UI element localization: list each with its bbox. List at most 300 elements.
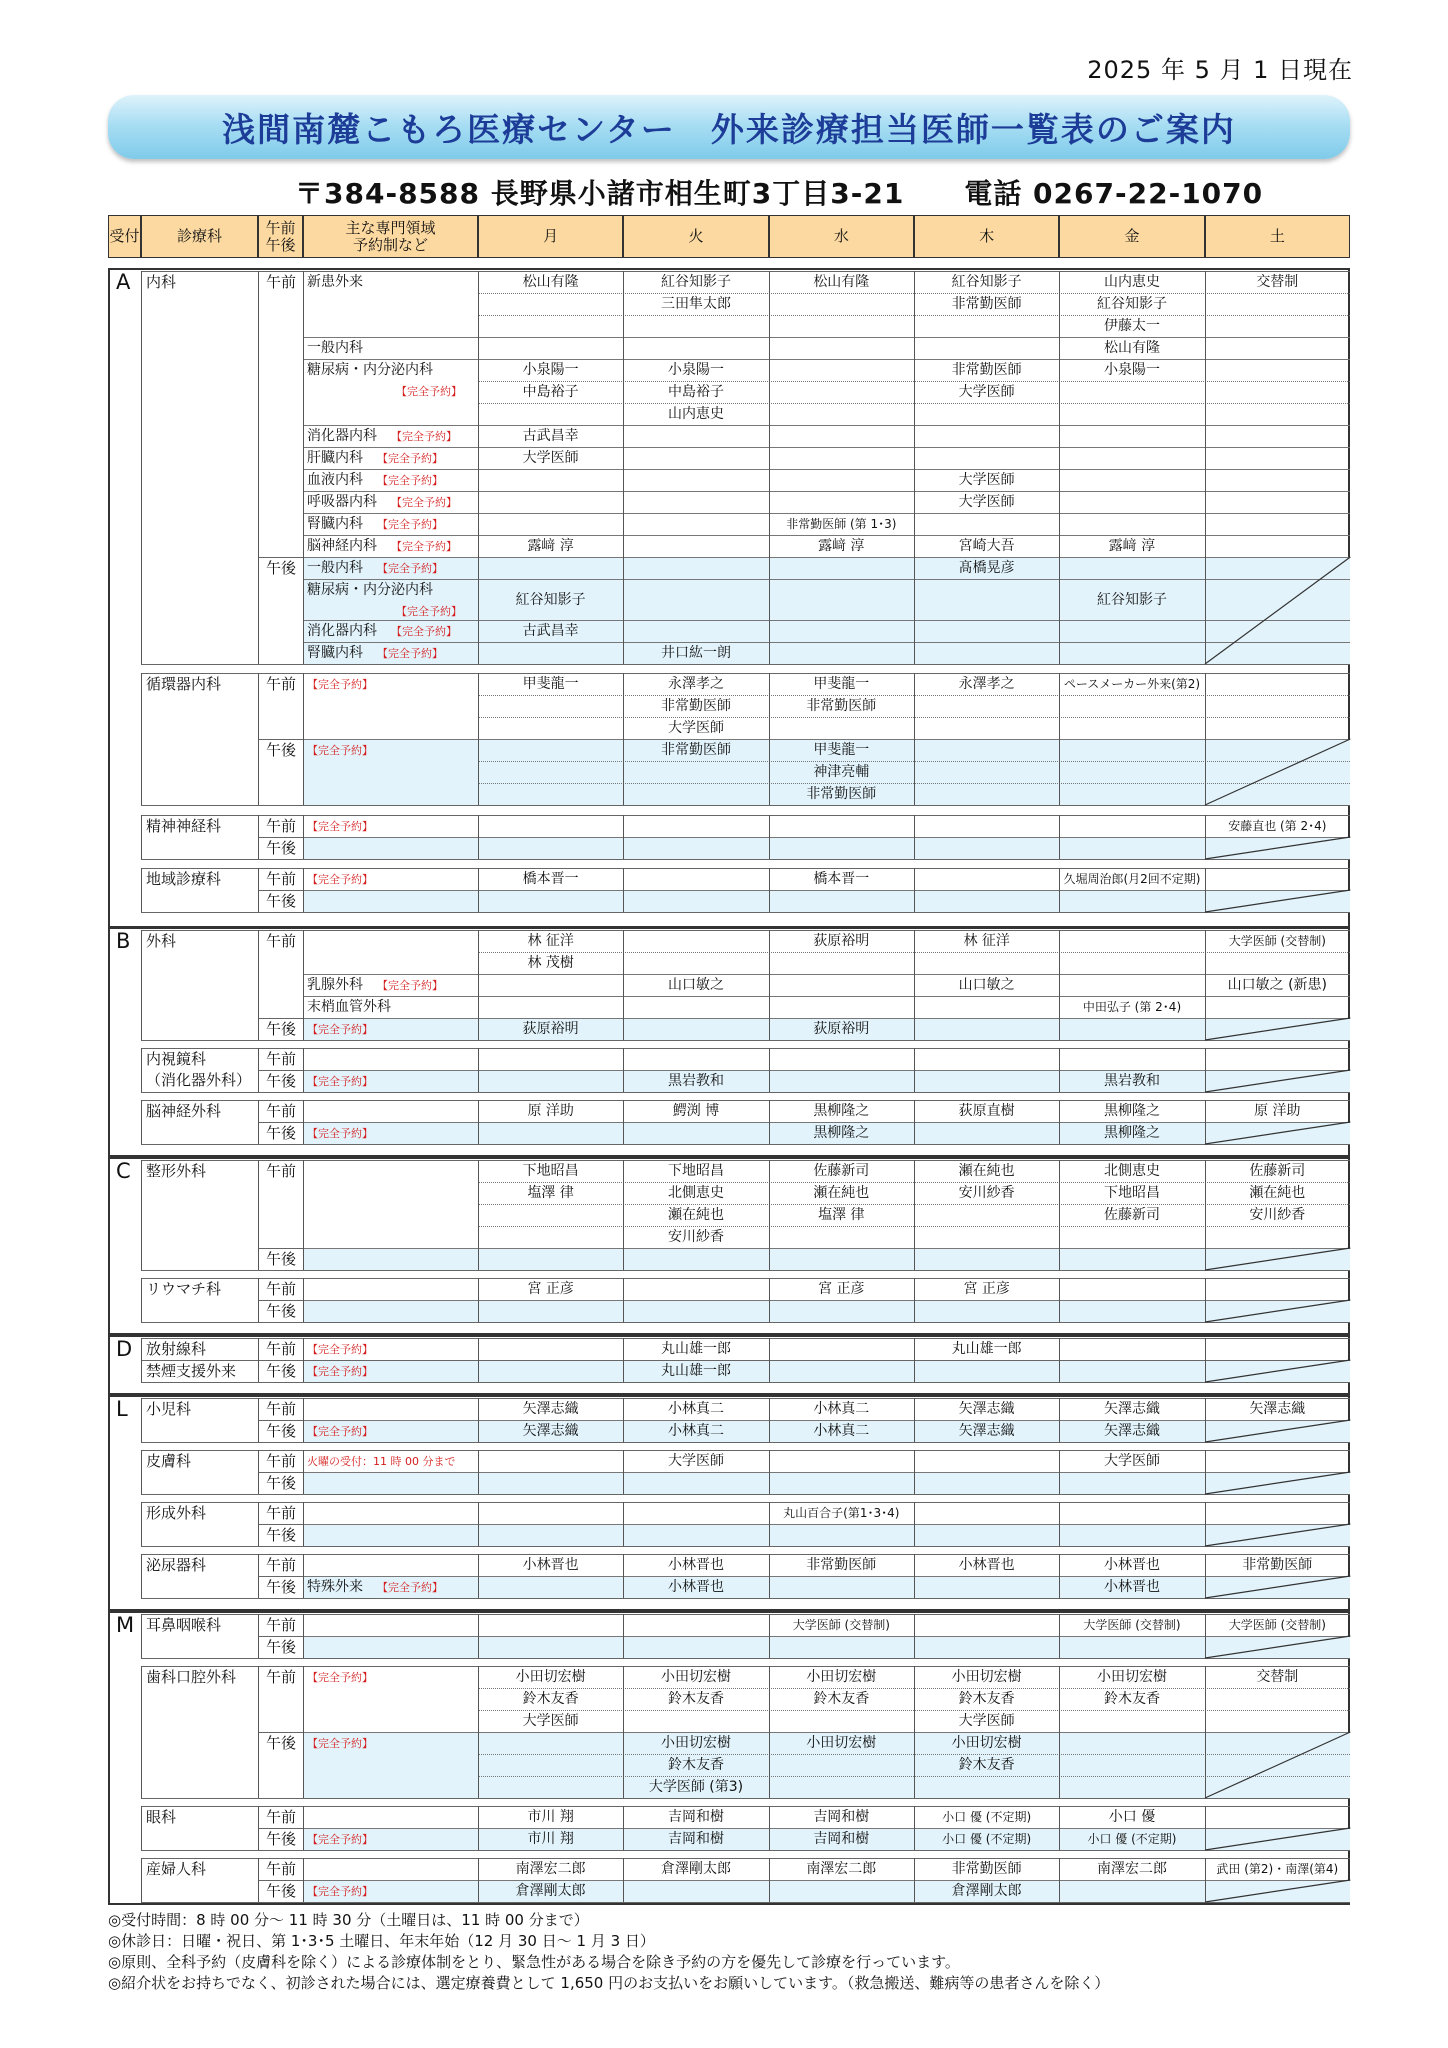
specialty-cell (303, 491, 478, 513)
doctor-cell: 紅谷知影子 (1096, 296, 1167, 312)
doctor-cell: 丸山百合子(第1･3･4) (783, 1506, 900, 1520)
afternoon-band (303, 1776, 1350, 1798)
doctor-cell: 大学医師 (667, 1453, 724, 1469)
reservation-tag: 【完全予約】 (377, 562, 443, 575)
column-line (623, 1554, 624, 1598)
doctor-cell: 塩澤 律 (527, 1185, 574, 1201)
reservation-tag: 【完全予約】 (307, 1023, 373, 1036)
department-name: 脳神経外科 (146, 1102, 222, 1120)
reservation-tag: 【完全予約】 (391, 496, 457, 509)
specialty-name: 糖尿病・内分泌内科 (307, 582, 433, 598)
column-line (914, 1048, 915, 1092)
department-name: 内視鏡科 （消化器外科） (146, 1050, 252, 1089)
doctor-cell: 非常勤医師 (951, 296, 1022, 312)
specialty-cell (303, 1070, 478, 1092)
column-line (478, 1858, 479, 1902)
column-line (623, 271, 624, 664)
doctor-cell: 橋本晋一 (522, 871, 579, 887)
column-line (769, 1858, 770, 1902)
department-divider (141, 1614, 1350, 1615)
doctor-cell: 紅谷知影子 (515, 591, 586, 608)
period-label: 午後 (266, 1422, 297, 1440)
department-divider (141, 1658, 1350, 1659)
closed-slash (1205, 1636, 1350, 1658)
column-line (303, 1398, 304, 1442)
column-line (258, 1666, 259, 1798)
specialty-cell (303, 513, 478, 535)
note-line: ◎休診日：日曜・祝日、第 1･3･5 土曜日、年末年始（12 月 30 日～ 1 月 3 日） (108, 1932, 655, 1950)
column-line (1059, 1160, 1060, 1270)
reservation-tag: 【完全予約】 (377, 1581, 443, 1594)
doctor-cell: 大学医師 (522, 1713, 579, 1729)
doctor-cell: 佐藤新司 (1103, 1207, 1160, 1223)
column-line (623, 1614, 624, 1658)
period-label: 午後 (266, 1526, 297, 1544)
department-name: 循環器内科 (146, 675, 222, 693)
doctor-cell: 林 征洋 (527, 933, 574, 949)
doctor-cell: 北側恵史 (1103, 1163, 1160, 1179)
doctor-cell: 南澤宏二郎 (515, 1861, 586, 1877)
doctor-cell: 大学医師 (958, 1713, 1015, 1729)
closed-slash (1205, 1018, 1350, 1040)
column-line (623, 1100, 624, 1144)
row-divider (303, 1248, 1350, 1249)
doctor-cell: 古武昌幸 (522, 623, 579, 639)
column-line (1059, 1100, 1060, 1144)
doctor-cell: 非常勤医師 (951, 362, 1022, 378)
period-label: 午前 (266, 1280, 297, 1298)
doctor-cell: 橋本晋一 (813, 871, 870, 887)
reservation-tag: 【完全予約】 (307, 1425, 373, 1438)
doctor-cell: 安川紗香 (667, 1229, 724, 1245)
column-line (141, 1806, 142, 1850)
doctor-cell: 武田 (第2)・南澤(第4) (1216, 1862, 1339, 1876)
specialty-cell (303, 425, 478, 447)
department-divider (141, 664, 1350, 665)
section-letter: D (116, 1337, 133, 1361)
column-line (478, 1360, 479, 1382)
column-line (303, 1278, 304, 1322)
column-line (769, 1450, 770, 1494)
column-line (914, 1100, 915, 1144)
doctor-cell: 小田切宏樹 (660, 1669, 731, 1685)
column-line (623, 1278, 624, 1322)
specialty-name: 新患外来 (307, 274, 363, 290)
doctor-cell: 山内恵史 (1103, 274, 1160, 290)
period-label: 午前 (266, 1340, 297, 1358)
column-line (623, 1450, 624, 1494)
column-line (769, 673, 770, 805)
specialty-cell (303, 337, 478, 359)
doctor-cell: 下地昭昌 (522, 1163, 579, 1179)
doctor-cell: 大学医師 (958, 384, 1015, 400)
department-divider (141, 1902, 1350, 1903)
period-label: 午後 (266, 1124, 297, 1142)
column-line (303, 868, 304, 912)
doctor-cell: 非常勤医師 (第 1･3) (786, 517, 897, 531)
reservation-tag: 【完全予約】 (377, 979, 443, 992)
specialty-cell (303, 1018, 478, 1040)
column-line (1059, 1450, 1060, 1494)
period-label: 午前 (266, 1616, 297, 1634)
department-divider (141, 1360, 1350, 1361)
reservation-tag: 【完全予約】 (307, 678, 373, 691)
column-line (478, 271, 479, 664)
doctor-cell: 吉岡和樹 (813, 1809, 870, 1825)
specialty-name: 血液内科 (307, 472, 363, 488)
department-divider (141, 815, 1350, 816)
department-name: 地域診療科 (146, 870, 222, 888)
column-line (623, 673, 624, 805)
specialty-name: 腎臓内科 (307, 645, 363, 661)
column-line (258, 1502, 259, 1546)
column-line (141, 1666, 142, 1798)
doctor-cell: 大学医師 (522, 450, 579, 466)
afternoon-band (303, 1300, 1350, 1322)
period-label: 午後 (266, 1578, 297, 1596)
doctor-cell: 小泉陽一 (667, 362, 724, 378)
period-label: 午前 (266, 1050, 297, 1068)
section-letter: M (116, 1613, 135, 1637)
period-label: 午後 (266, 1474, 297, 1492)
doctor-cell: 下地昭昌 (667, 1163, 724, 1179)
specialty-cell (303, 447, 478, 469)
doctor-cell: 市川 翔 (527, 1809, 574, 1825)
column-line (914, 673, 915, 805)
column-line (769, 1048, 770, 1092)
address: 〒384-8588 長野県小諸市相生町3丁目3-21 (295, 177, 905, 210)
column-line (141, 1858, 142, 1902)
column-line (914, 1858, 915, 1902)
column-line (914, 271, 915, 664)
column-line (1059, 1048, 1060, 1092)
doctor-cell: 倉澤剛太郎 (660, 1861, 731, 1877)
column-line (303, 1338, 304, 1360)
column-line (623, 1048, 624, 1092)
department-name: 内科 (146, 273, 177, 291)
column-line (258, 1338, 259, 1360)
doctor-cell: 大学医師 (交替制) (1228, 934, 1326, 948)
specialty-cell (303, 1450, 478, 1472)
doctor-cell: 矢澤志織 (1103, 1423, 1160, 1439)
column-line (914, 1360, 915, 1382)
column-line (623, 1360, 624, 1382)
doctor-cell: 鈴木友香 (813, 1691, 870, 1707)
specialty-name: 腎臓内科 (307, 516, 363, 532)
doctor-cell: 非常勤医師 (660, 742, 731, 758)
period-label: 午前 (266, 675, 297, 693)
department-divider (141, 1858, 1350, 1859)
column-line (478, 1160, 479, 1270)
period-label: 午前 (266, 1808, 297, 1826)
closed-slash (1205, 1880, 1350, 1902)
reservation-tag: 【完全予約】 (396, 605, 462, 618)
section-letter: A (116, 270, 131, 294)
doctor-cell: 非常勤医師 (806, 698, 877, 714)
closed-slash (1205, 739, 1350, 805)
column-line (258, 1160, 259, 1270)
column-line (478, 868, 479, 912)
doctor-cell: 宮 正彦 (963, 1281, 1010, 1297)
column-line (769, 815, 770, 859)
period-label: 午後 (266, 1302, 297, 1320)
doctor-cell: 小口 優 (1108, 1809, 1156, 1825)
department-divider (141, 1100, 1350, 1101)
doctor-cell: 甲斐龍一 (522, 676, 579, 692)
column-line (769, 271, 770, 664)
column-line (1059, 868, 1060, 912)
doctor-cell: 林 征洋 (963, 933, 1010, 949)
department-name: 形成外科 (146, 1504, 207, 1522)
doctor-cell: 露﨑 淳 (527, 538, 574, 554)
department-divider (141, 1502, 1350, 1503)
doctor-cell: 紅谷知影子 (1096, 591, 1167, 608)
column-line (769, 868, 770, 912)
column-line (769, 1100, 770, 1144)
column-line (914, 868, 915, 912)
specialty-cell (303, 1360, 478, 1382)
afternoon-band (303, 890, 1350, 912)
column-line (623, 815, 624, 859)
column-line (478, 1806, 479, 1850)
column-line (478, 1338, 479, 1360)
doctor-cell: 鈴木友香 (667, 1691, 724, 1707)
doctor-cell: 露﨑 淳 (818, 538, 865, 554)
reservation-tag: 【完全予約】 (307, 744, 373, 757)
department-name: リウマチ科 (146, 1280, 222, 1298)
doctor-cell: 甲斐龍一 (813, 676, 870, 692)
column-line (623, 868, 624, 912)
doctor-cell: 永澤孝之 (667, 676, 724, 692)
department-divider (141, 859, 1350, 860)
column-line (478, 1450, 479, 1494)
closed-slash (1205, 1360, 1350, 1382)
doctor-cell: 非常勤医師 (1242, 1557, 1313, 1573)
doctor-cell: 矢澤志織 (522, 1423, 579, 1439)
doctor-cell: 下地昭昌 (1103, 1185, 1160, 1201)
period-label: 午前 (266, 1452, 297, 1470)
department-divider (141, 1144, 1350, 1145)
department-divider (141, 1048, 1350, 1049)
reservation-tag: 【完全予約】 (377, 452, 443, 465)
department-divider (141, 1040, 1350, 1041)
doctor-cell: 黒柳隆之 (1103, 1125, 1160, 1141)
period-label: 午後 (266, 559, 297, 577)
column-line (141, 1100, 142, 1144)
doctor-cell: 非常勤医師 (660, 698, 731, 714)
column-line (769, 1278, 770, 1322)
doctor-cell: 山内恵史 (667, 406, 724, 422)
doctor-cell: 小林真二 (667, 1401, 724, 1417)
row-divider (303, 1636, 1350, 1637)
note-line: ◎受付時間：8 時 00 分～ 11 時 30 分（土曜日は、11 時 00 分まで） (108, 1911, 589, 1929)
doctor-cell: 井口紘一朗 (660, 645, 731, 661)
doctor-cell: 荻原裕明 (813, 933, 870, 949)
reservation-tag: 【完全予約】 (307, 1127, 373, 1140)
specialty-name: 糖尿病・内分泌内科 (307, 362, 433, 378)
column-line (303, 1048, 304, 1092)
column-line (141, 1278, 142, 1322)
department-divider (141, 1450, 1350, 1451)
doctor-cell: 小林晋也 (667, 1557, 724, 1573)
doctor-cell: 松山有隆 (522, 274, 579, 290)
note-line: ◎紹介状をお持ちでなく、初診された場合には、選定療養費として 1,650 円のお支払いをお願いしています。（救急搬送、難病等の患者さんを除く） (108, 1974, 1110, 1992)
specialty-cell (303, 1732, 478, 1754)
period-label: 午前 (266, 817, 297, 835)
closed-slash (1205, 1070, 1350, 1092)
column-line (1059, 1806, 1060, 1850)
doctor-cell: 荻原裕明 (522, 1021, 579, 1037)
department-divider (141, 868, 1350, 869)
column-line (478, 930, 479, 1040)
doctor-cell: 矢澤志織 (958, 1423, 1015, 1439)
department-name: 泌尿器科 (146, 1556, 207, 1574)
doctor-cell: 小田切宏樹 (951, 1735, 1022, 1751)
specialty-cell (303, 620, 478, 642)
department-divider (141, 1160, 1350, 1161)
closed-slash (1205, 1248, 1350, 1270)
department-divider (141, 1546, 1350, 1547)
column-line (141, 1502, 142, 1546)
specialty-cell (303, 557, 478, 579)
department-divider (141, 1442, 1350, 1443)
column-line (1059, 815, 1060, 859)
doctor-cell: 山口敏之 (667, 977, 724, 993)
specialty-cell (303, 642, 478, 664)
reservation-tag: 【完全予約】 (377, 474, 443, 487)
period-label: 午前 (266, 932, 297, 950)
column-line (1059, 673, 1060, 805)
doctor-cell: 塩澤 律 (818, 1207, 865, 1223)
specialty-cell (303, 469, 478, 491)
doctor-cell: 鈴木友香 (958, 1757, 1015, 1773)
doctor-cell: 瀬在純也 (813, 1185, 870, 1201)
specialty-cell (303, 1338, 478, 1360)
column-line (303, 815, 304, 859)
period-label: 午後 (266, 1072, 297, 1090)
period-label: 午後 (266, 1882, 297, 1900)
doctor-cell: 伊藤太一 (1103, 318, 1160, 334)
reservation-tag: 【完全予約】 (307, 1365, 373, 1378)
column-line (141, 868, 142, 912)
row-divider (303, 837, 1350, 838)
department-divider (141, 1270, 1350, 1271)
column-line (258, 1278, 259, 1322)
doctor-cell: 小林晋也 (522, 1557, 579, 1573)
doctor-cell: 小田切宏樹 (806, 1735, 877, 1751)
period-label: 午後 (266, 892, 297, 910)
column-line (1205, 1338, 1206, 1360)
column-line (914, 1614, 915, 1658)
department-name: 小児科 (146, 1400, 192, 1418)
doctor-cell: 鈴木友香 (1103, 1691, 1160, 1707)
column-line (303, 271, 304, 664)
specialty-cell (303, 535, 478, 557)
reservation-tag: 【完全予約】 (307, 873, 373, 886)
doctor-cell: 小口 優 (不定期) (942, 1832, 1032, 1846)
notes (108, 1910, 1109, 1994)
specialty-name: 脳神経内科 (307, 538, 377, 554)
doctor-cell: 大学医師 (667, 720, 724, 736)
specialty-cell (303, 1828, 478, 1850)
column-line (303, 1502, 304, 1546)
doctor-cell: 甲斐龍一 (813, 742, 870, 758)
column-line (141, 1614, 142, 1658)
department-name: 禁煙支援外来 (146, 1362, 237, 1380)
period-label: 午前 (266, 1504, 297, 1522)
header-day: 金 (1059, 215, 1204, 258)
specialty-cell (303, 868, 478, 890)
doctor-cell: 永澤孝之 (958, 676, 1015, 692)
doctor-cell: 小口 優 (不定期) (1087, 1832, 1177, 1846)
column-line (258, 1100, 259, 1144)
reservation-tag: 【完全予約】 (391, 540, 457, 553)
doctor-cell: 矢澤志織 (958, 1401, 1015, 1417)
doctor-cell: 小林晋也 (667, 1579, 724, 1595)
column-line (258, 1806, 259, 1850)
department-divider (141, 1382, 1350, 1383)
column-line (623, 930, 624, 1040)
column-line (623, 1858, 624, 1902)
doctor-cell: 交替制 (1256, 274, 1299, 290)
department-divider (141, 1554, 1350, 1555)
column-line (303, 673, 304, 805)
doctor-cell: 瀬在純也 (958, 1163, 1015, 1179)
specialty-cell (303, 974, 478, 996)
doctor-cell: 荻原裕明 (813, 1021, 870, 1037)
column-line (303, 930, 304, 1040)
column-line (258, 1858, 259, 1902)
period-label: 午後 (266, 1362, 297, 1380)
department-divider (141, 1806, 1350, 1807)
header-day: 月 (478, 215, 623, 258)
doctor-cell: 小田切宏樹 (951, 1669, 1022, 1685)
column-line (478, 1502, 479, 1546)
doctor-cell: 吉岡和樹 (667, 1831, 724, 1847)
closed-slash (1205, 1300, 1350, 1322)
contact-line (295, 172, 1263, 212)
note-line: ◎原則、全科予約（皮膚科を除く）による診療体制をとり、緊急性がある場合を除き予約の方を優先して診療を行っています。 (108, 1953, 960, 1971)
doctor-cell: 安川紗香 (1249, 1207, 1306, 1223)
department-name: 整形外科 (146, 1162, 207, 1180)
column-line (303, 1554, 304, 1598)
doctor-cell: 中田弘子 (第 2･4) (1082, 1000, 1182, 1014)
department-divider (141, 930, 1350, 931)
doctor-cell: 中島裕子 (667, 384, 724, 400)
closed-slash (1205, 1828, 1350, 1850)
column-line (303, 1160, 304, 1270)
doctor-cell: 小泉陽一 (522, 362, 579, 378)
period-label: 午後 (266, 1830, 297, 1848)
column-line (623, 1666, 624, 1798)
period-label: 午前 (266, 1668, 297, 1686)
department-divider (141, 673, 1350, 674)
doctor-cell: 安川紗香 (958, 1185, 1015, 1201)
closed-slash (1205, 1420, 1350, 1442)
reservation-tag: 【完全予約】 (377, 518, 443, 531)
column-line (478, 1666, 479, 1798)
department-divider (141, 1322, 1350, 1323)
afternoon-band (303, 1248, 1350, 1270)
closed-slash (1205, 1122, 1350, 1144)
specialty-cell (303, 359, 478, 381)
doctor-cell: 宮 正彦 (818, 1281, 865, 1297)
doctor-cell: 鰐渕 博 (672, 1103, 720, 1119)
doctor-cell: 松山有隆 (1103, 340, 1160, 356)
column-line (258, 1554, 259, 1598)
doctor-cell: 山口敏之 (958, 977, 1015, 993)
column-line (1059, 1666, 1060, 1798)
